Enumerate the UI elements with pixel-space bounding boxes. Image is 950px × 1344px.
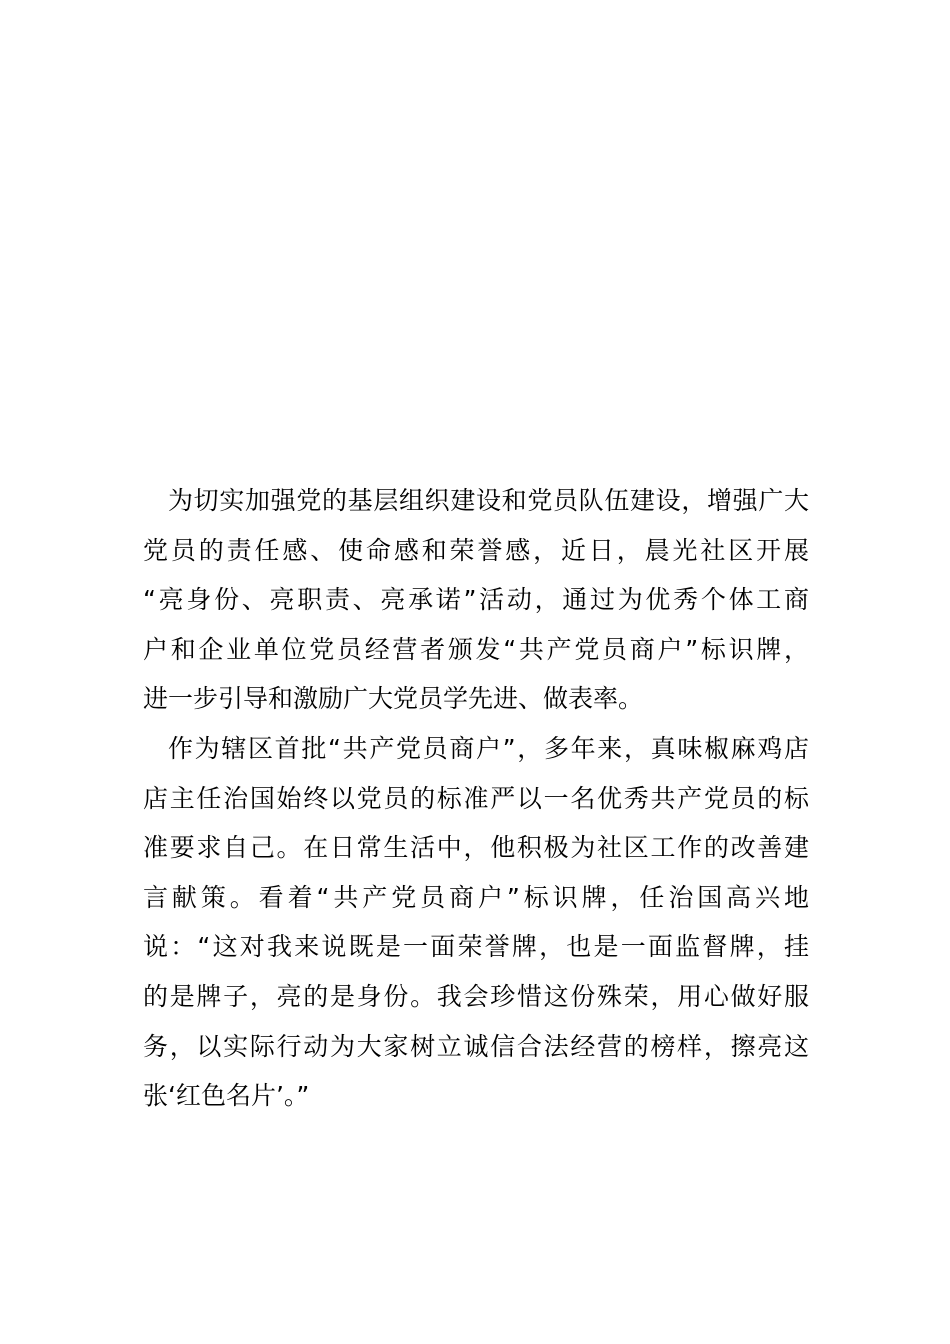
paragraph-line: 说：“这对我来说既是一面荣誉牌，也是一面监督牌，挂 — [143, 932, 809, 962]
paragraph-2 — [143, 724, 809, 1121]
paragraph-line: 进一步引导和激励广大党员学先进、做表率。 — [143, 684, 644, 714]
paragraph-line: “亮身份、亮职责、亮承诺”活动，通过为优秀个体工商 — [143, 585, 809, 615]
paragraph-line: 准要求自己。在日常生活中，他积极为社区工作的改善建 — [143, 833, 809, 863]
paragraph-line: 的是牌子，亮的是身份。我会珍惜这份殊荣，用心做好服 — [143, 981, 809, 1011]
paragraph-line: 言献策。看着“共产党员商户”标识牌，任治国高兴地 — [143, 882, 809, 912]
paragraph-line: 务，以实际行动为大家树立诚信合法经营的榜样，擦亮这 — [143, 1031, 809, 1061]
paragraph-1 — [143, 476, 809, 724]
paragraph-line: 户和企业单位党员经营者颁发“共产党员商户”标识牌， — [143, 634, 809, 664]
paragraph-line: 张‘红色名片’。” — [143, 1081, 310, 1111]
paragraph-line: 店主任治国始终以党员的标准严以一名优秀共产党员的标 — [143, 783, 809, 813]
paragraph-line: 为切实加强党的基层组织建设和党员队伍建设，增强广大 — [168, 486, 809, 515]
document-body — [143, 476, 809, 1121]
paragraph-line: 作为辖区首批“共产党员商户”，多年来，真味椒麻鸡店 — [168, 733, 809, 763]
paragraph-line: 党员的责任感、使命感和荣誉感，近日，晨光社区开展 — [143, 535, 809, 565]
